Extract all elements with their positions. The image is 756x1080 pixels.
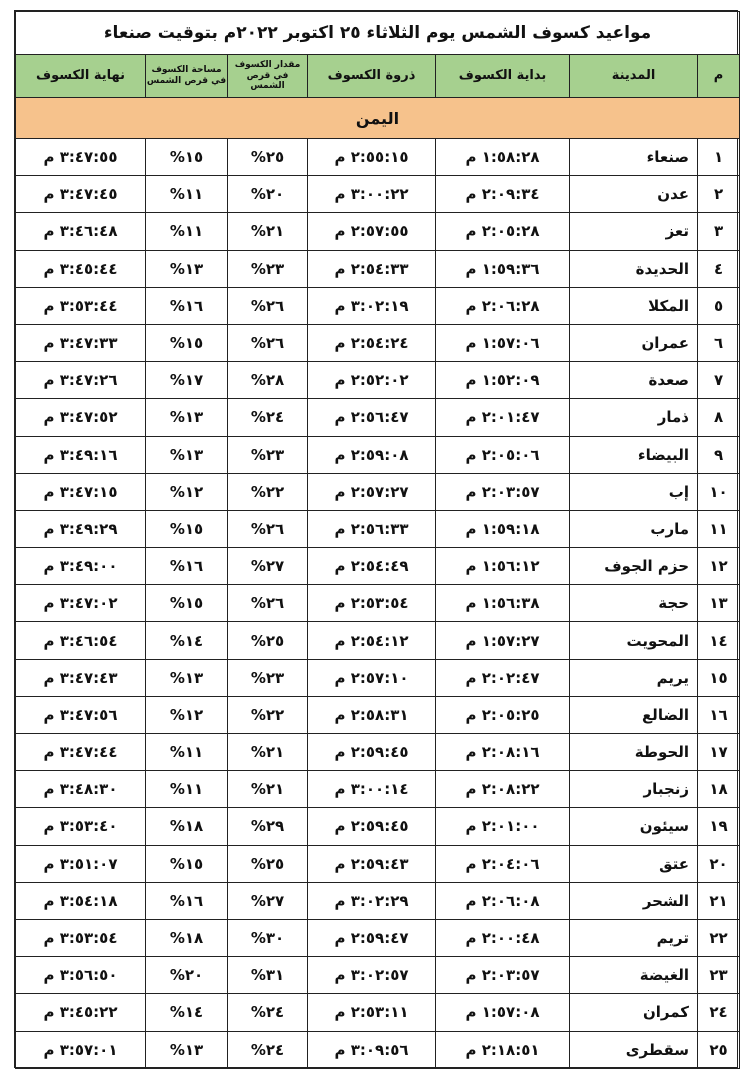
eclipse-peak: ٢:٥٤:٣٣ م <box>308 250 436 287</box>
eclipse-area: ٢٠% <box>146 957 228 994</box>
city-name: ذمار <box>570 399 698 436</box>
eclipse-start: ١:٥٢:٠٩ م <box>436 362 570 399</box>
eclipse-area: ١٨% <box>146 919 228 956</box>
table-row <box>16 250 740 287</box>
eclipse-start: ١:٥٧:٢٧ م <box>436 622 570 659</box>
eclipse-area: ١٣% <box>146 250 228 287</box>
eclipse-start: ٢:٠٥:٢٨ م <box>436 213 570 250</box>
table-row <box>16 362 740 399</box>
eclipse-area: ١١% <box>146 213 228 250</box>
row-number: ٦ <box>698 324 740 361</box>
city-name: سيئون <box>570 808 698 845</box>
header-city: المدينة <box>570 55 698 98</box>
eclipse-peak: ٢:٥٩:٤٧ م <box>308 919 436 956</box>
eclipse-peak: ٢:٥٤:٤٩ م <box>308 548 436 585</box>
eclipse-magnitude: ٢٦% <box>228 324 308 361</box>
eclipse-area: ١٣% <box>146 659 228 696</box>
eclipse-area: ١٦% <box>146 882 228 919</box>
eclipse-magnitude: ٢٩% <box>228 808 308 845</box>
eclipse-start: ١:٥٦:٣٨ م <box>436 585 570 622</box>
eclipse-peak: ٣:٠٩:٥٦ م <box>308 1031 436 1068</box>
eclipse-end: ٣:٤٦:٥٤ م <box>16 622 146 659</box>
city-name: صعدة <box>570 362 698 399</box>
eclipse-magnitude: ٢٣% <box>228 250 308 287</box>
row-number: ١ <box>698 139 740 176</box>
table-row <box>16 585 740 622</box>
eclipse-magnitude: ٢٦% <box>228 585 308 622</box>
eclipse-peak: ٢:٥٦:٤٧ م <box>308 399 436 436</box>
header-magnitude: مقدار الكسوف في قرص الشمس <box>228 55 308 98</box>
eclipse-start: ٢:٠٠:٤٨ م <box>436 919 570 956</box>
eclipse-magnitude: ٢١% <box>228 734 308 771</box>
row-number: ٧ <box>698 362 740 399</box>
eclipse-magnitude: ٢٤% <box>228 1031 308 1068</box>
eclipse-area: ١٥% <box>146 324 228 361</box>
row-number: ١٩ <box>698 808 740 845</box>
eclipse-end: ٣:٤٧:٠٢ م <box>16 585 146 622</box>
eclipse-end: ٣:٤٧:١٥ م <box>16 473 146 510</box>
eclipse-end: ٣:٤٥:٢٢ م <box>16 994 146 1031</box>
eclipse-peak: ٢:٥٤:١٢ م <box>308 622 436 659</box>
row-number: ١٨ <box>698 771 740 808</box>
eclipse-start: ١:٥٩:٣٦ م <box>436 250 570 287</box>
row-number: ١٠ <box>698 473 740 510</box>
eclipse-peak: ٢:٥٩:٠٨ م <box>308 436 436 473</box>
table-row <box>16 734 740 771</box>
eclipse-start: ٢:٠١:٤٧ م <box>436 399 570 436</box>
table-row <box>16 287 740 324</box>
eclipse-end: ٣:٤٧:٤٥ م <box>16 176 146 213</box>
row-number: ١٧ <box>698 734 740 771</box>
eclipse-area: ١٦% <box>146 548 228 585</box>
row-number: ٢٢ <box>698 919 740 956</box>
header-end: نهاية الكسوف <box>16 55 146 98</box>
eclipse-start: ٢:٠٨:١٦ م <box>436 734 570 771</box>
eclipse-area: ١٤% <box>146 994 228 1031</box>
eclipse-peak: ٢:٥٣:١١ م <box>308 994 436 1031</box>
city-name: البيضاء <box>570 436 698 473</box>
eclipse-end: ٣:٥٣:٤٠ م <box>16 808 146 845</box>
row-number: ٢ <box>698 176 740 213</box>
city-name: عتق <box>570 845 698 882</box>
eclipse-start: ١:٥٦:١٢ م <box>436 548 570 585</box>
eclipse-peak: ٢:٥٦:٣٣ م <box>308 510 436 547</box>
eclipse-magnitude: ٢٢% <box>228 696 308 733</box>
city-name: سقطرى <box>570 1031 698 1068</box>
eclipse-peak: ٢:٥٥:١٥ م <box>308 139 436 176</box>
table-row <box>16 510 740 547</box>
row-number: ٨ <box>698 399 740 436</box>
city-name: كمران <box>570 994 698 1031</box>
eclipse-start: ١:٥٧:٠٨ م <box>436 994 570 1031</box>
eclipse-peak: ٢:٥٧:١٠ م <box>308 659 436 696</box>
eclipse-peak: ٢:٥٢:٠٢ م <box>308 362 436 399</box>
eclipse-area: ١٥% <box>146 139 228 176</box>
city-name: عدن <box>570 176 698 213</box>
eclipse-start: ٢:٠٦:٢٨ م <box>436 287 570 324</box>
city-name: الحديدة <box>570 250 698 287</box>
region-label: اليمن <box>16 98 740 139</box>
eclipse-peak: ٢:٥٣:٥٤ م <box>308 585 436 622</box>
eclipse-area: ١٥% <box>146 585 228 622</box>
eclipse-peak: ٢:٥٤:٢٤ م <box>308 324 436 361</box>
table-row <box>16 771 740 808</box>
table-row <box>16 139 740 176</box>
eclipse-start: ٢:٠٩:٣٤ م <box>436 176 570 213</box>
eclipse-peak: ٢:٥٧:٢٧ م <box>308 473 436 510</box>
eclipse-end: ٣:٥١:٠٧ م <box>16 845 146 882</box>
eclipse-end: ٣:٤٧:٤٤ م <box>16 734 146 771</box>
city-name: الضالع <box>570 696 698 733</box>
title-row <box>16 12 740 55</box>
eclipse-magnitude: ٢٨% <box>228 362 308 399</box>
row-number: ١٦ <box>698 696 740 733</box>
eclipse-magnitude: ٢٣% <box>228 436 308 473</box>
city-name: تريم <box>570 919 698 956</box>
header-row <box>16 55 740 98</box>
table-row <box>16 436 740 473</box>
row-number: ١٤ <box>698 622 740 659</box>
city-name: الحوطة <box>570 734 698 771</box>
table-row <box>16 957 740 994</box>
eclipse-end: ٣:٥٤:١٨ م <box>16 882 146 919</box>
eclipse-start: ٢:١٨:٥١ م <box>436 1031 570 1068</box>
city-name: عمران <box>570 324 698 361</box>
eclipse-magnitude: ٢٥% <box>228 845 308 882</box>
eclipse-area: ١٣% <box>146 1031 228 1068</box>
eclipse-peak: ٢:٥٩:٤٣ م <box>308 845 436 882</box>
eclipse-start: ٢:٠٦:٠٨ م <box>436 882 570 919</box>
eclipse-end: ٣:٤٧:٣٣ م <box>16 324 146 361</box>
row-number: ٣ <box>698 213 740 250</box>
eclipse-area: ١٦% <box>146 287 228 324</box>
eclipse-magnitude: ٣٠% <box>228 919 308 956</box>
eclipse-area: ١٢% <box>146 696 228 733</box>
eclipse-end: ٣:٤٧:٤٣ م <box>16 659 146 696</box>
eclipse-magnitude: ٢٣% <box>228 659 308 696</box>
eclipse-start: ٢:٠٣:٥٧ م <box>436 473 570 510</box>
eclipse-start: ٢:٠١:٠٠ م <box>436 808 570 845</box>
row-number: ١١ <box>698 510 740 547</box>
eclipse-area: ١٥% <box>146 510 228 547</box>
table-row <box>16 845 740 882</box>
eclipse-area: ١٢% <box>146 473 228 510</box>
eclipse-magnitude: ٢٤% <box>228 399 308 436</box>
row-number: ٢٠ <box>698 845 740 882</box>
table-row <box>16 473 740 510</box>
eclipse-end: ٣:٤٨:٣٠ م <box>16 771 146 808</box>
eclipse-schedule-sheet <box>14 10 738 1068</box>
eclipse-peak: ٢:٥٧:٥٥ م <box>308 213 436 250</box>
city-name: حزم الجوف <box>570 548 698 585</box>
page-title: مواعيد كسوف الشمس يوم الثلاثاء ٢٥ اكتوبر ٢٠٢٢م بتوقيت صنعاء <box>16 12 740 55</box>
table-row <box>16 399 740 436</box>
eclipse-end: ٣:٥٧:٠١ م <box>16 1031 146 1068</box>
row-number: ٢٤ <box>698 994 740 1031</box>
eclipse-magnitude: ٢٧% <box>228 882 308 919</box>
city-name: إب <box>570 473 698 510</box>
city-name: المحويت <box>570 622 698 659</box>
row-number: ٩ <box>698 436 740 473</box>
eclipse-magnitude: ٢١% <box>228 213 308 250</box>
table-row <box>16 696 740 733</box>
eclipse-end: ٣:٥٣:٥٤ م <box>16 919 146 956</box>
eclipse-start: ١:٥٩:١٨ م <box>436 510 570 547</box>
eclipse-peak: ٢:٥٩:٤٥ م <box>308 734 436 771</box>
eclipse-magnitude: ٢٤% <box>228 994 308 1031</box>
eclipse-peak: ٣:٠٢:١٩ م <box>308 287 436 324</box>
eclipse-end: ٣:٤٧:٢٦ م <box>16 362 146 399</box>
city-name: صنعاء <box>570 139 698 176</box>
eclipse-end: ٣:٤٩:٢٩ م <box>16 510 146 547</box>
row-number: ١٥ <box>698 659 740 696</box>
eclipse-end: ٣:٥٣:٤٤ م <box>16 287 146 324</box>
table-row <box>16 548 740 585</box>
eclipse-end: ٣:٤٥:٤٤ م <box>16 250 146 287</box>
eclipse-area: ١٥% <box>146 845 228 882</box>
table-row <box>16 919 740 956</box>
table-row <box>16 882 740 919</box>
eclipse-peak: ٢:٥٨:٣١ م <box>308 696 436 733</box>
eclipse-end: ٣:٤٧:٥٦ م <box>16 696 146 733</box>
header-area: مساحة الكسوف في قرص الشمس <box>146 55 228 98</box>
row-number: ١٣ <box>698 585 740 622</box>
eclipse-peak: ٢:٥٩:٤٥ م <box>308 808 436 845</box>
eclipse-end: ٣:٤٧:٥٢ م <box>16 399 146 436</box>
city-name: المكلا <box>570 287 698 324</box>
eclipse-times-table <box>15 11 740 1069</box>
table-row <box>16 994 740 1031</box>
row-number: ٤ <box>698 250 740 287</box>
eclipse-end: ٣:٤٧:٥٥ م <box>16 139 146 176</box>
eclipse-peak: ٣:٠٢:٥٧ م <box>308 957 436 994</box>
table-row <box>16 324 740 361</box>
eclipse-magnitude: ٢٦% <box>228 287 308 324</box>
table-row <box>16 176 740 213</box>
eclipse-area: ١٧% <box>146 362 228 399</box>
eclipse-magnitude: ٢٥% <box>228 139 308 176</box>
eclipse-start: ٢:٠٤:٠٦ م <box>436 845 570 882</box>
row-number: ٢١ <box>698 882 740 919</box>
city-name: مارب <box>570 510 698 547</box>
row-number: ٢٣ <box>698 957 740 994</box>
header-start: بداية الكسوف <box>436 55 570 98</box>
row-number: ١٢ <box>698 548 740 585</box>
eclipse-magnitude: ٢٥% <box>228 622 308 659</box>
eclipse-area: ١١% <box>146 734 228 771</box>
region-row <box>16 98 740 139</box>
eclipse-area: ١٣% <box>146 399 228 436</box>
table-row <box>16 659 740 696</box>
eclipse-peak: ٣:٠٠:٢٢ م <box>308 176 436 213</box>
city-name: الغيضة <box>570 957 698 994</box>
eclipse-start: ٢:٠٥:٠٦ م <box>436 436 570 473</box>
eclipse-end: ٣:٤٩:١٦ م <box>16 436 146 473</box>
row-number: ٥ <box>698 287 740 324</box>
eclipse-magnitude: ٢٦% <box>228 510 308 547</box>
city-name: تعز <box>570 213 698 250</box>
eclipse-magnitude: ٢١% <box>228 771 308 808</box>
eclipse-magnitude: ٢٠% <box>228 176 308 213</box>
eclipse-magnitude: ٢٧% <box>228 548 308 585</box>
eclipse-start: ٢:٠٥:٢٥ م <box>436 696 570 733</box>
eclipse-area: ١١% <box>146 176 228 213</box>
eclipse-start: ٢:٠٣:٥٧ م <box>436 957 570 994</box>
city-name: الشحر <box>570 882 698 919</box>
eclipse-area: ١٤% <box>146 622 228 659</box>
table-row <box>16 1031 740 1068</box>
eclipse-start: ١:٥٧:٠٦ م <box>436 324 570 361</box>
city-name: حجة <box>570 585 698 622</box>
eclipse-end: ٣:٤٦:٤٨ م <box>16 213 146 250</box>
header-peak: ذروة الكسوف <box>308 55 436 98</box>
eclipse-start: ١:٥٨:٢٨ م <box>436 139 570 176</box>
eclipse-end: ٣:٤٩:٠٠ م <box>16 548 146 585</box>
eclipse-area: ١٣% <box>146 436 228 473</box>
header-num: م <box>698 55 740 98</box>
eclipse-area: ١١% <box>146 771 228 808</box>
eclipse-peak: ٣:٠٠:١٤ م <box>308 771 436 808</box>
table-row <box>16 808 740 845</box>
city-name: زنجبار <box>570 771 698 808</box>
eclipse-magnitude: ٣١% <box>228 957 308 994</box>
city-name: يريم <box>570 659 698 696</box>
eclipse-end: ٣:٥٦:٥٠ م <box>16 957 146 994</box>
eclipse-area: ١٨% <box>146 808 228 845</box>
eclipse-peak: ٣:٠٢:٢٩ م <box>308 882 436 919</box>
eclipse-magnitude: ٢٢% <box>228 473 308 510</box>
row-number: ٢٥ <box>698 1031 740 1068</box>
table-row <box>16 213 740 250</box>
eclipse-start: ٢:٠٨:٢٢ م <box>436 771 570 808</box>
eclipse-start: ٢:٠٢:٤٧ م <box>436 659 570 696</box>
table-row <box>16 622 740 659</box>
